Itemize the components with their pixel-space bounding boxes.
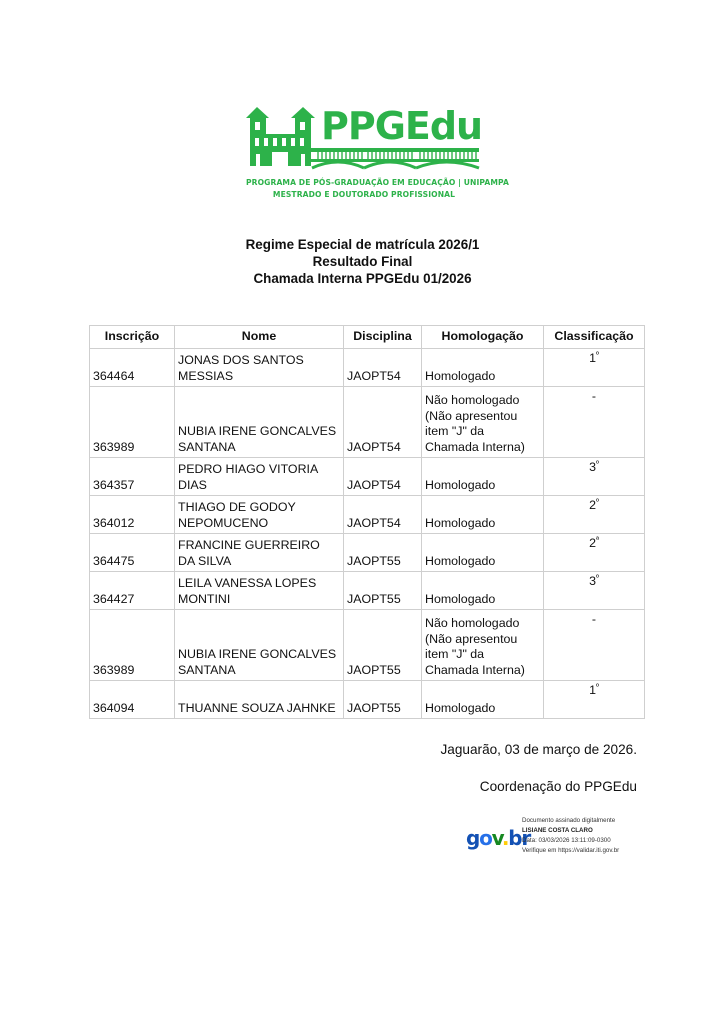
cell-classificacao: $1^º$ (544, 681, 645, 719)
cell-homologacao: Não homologado (Não apresentou item "J" da Chamada Interna) (422, 610, 544, 681)
cell-disciplina: JAOPT54 (344, 458, 422, 496)
cell-inscricao: 364357 (90, 458, 175, 496)
cell-homologacao: Não homologado (Não apresentou item "J" da Chamada Interna) (422, 387, 544, 458)
cell-inscricao: 364094 (90, 681, 175, 719)
cell-nome: NUBIA IRENE GONCALVES SANTANA (175, 387, 344, 458)
cell-nome: JONAS DOS SANTOS MESSIAS (175, 349, 344, 387)
title-line-1: Regime Especial de matrícula 2026/1 (245, 237, 480, 252)
cell-nome: THUANNE SOUZA JAHNKE (175, 681, 344, 719)
cell-disciplina: JAOPT55 (344, 681, 422, 719)
table-row (90, 496, 645, 534)
cell-homologacao: Homologado (422, 496, 544, 534)
digital-signature-stamp (466, 814, 646, 860)
cell-homologacao: Homologado (422, 458, 544, 496)
column-header-homologacao: Homologação (422, 326, 544, 349)
signature-line: Coordenação do PPGEdu (479, 779, 637, 794)
cell-classificacao: $2^ª$ (544, 534, 645, 572)
cell-nome: NUBIA IRENE GONCALVES SANTANA (175, 610, 344, 681)
cell-classificacao: $3^º$ (544, 458, 645, 496)
cell-disciplina: JAOPT55 (344, 610, 422, 681)
cell-inscricao: 364464 (90, 349, 175, 387)
signature-details (522, 816, 619, 856)
title-line-2: Resultado Final (312, 254, 413, 269)
cell-disciplina: JAOPT54 (344, 349, 422, 387)
cell-classificacao: $2^º$ (544, 496, 645, 534)
table-header-row (90, 326, 645, 349)
cell-classificacao: - (544, 387, 645, 458)
cell-disciplina: JAOPT54 (344, 387, 422, 458)
cell-classificacao: $1^º$ (544, 349, 645, 387)
results-table (89, 325, 645, 719)
table-row (90, 681, 645, 719)
cell-nome: PEDRO HIAGO VITORIA DIAS (175, 458, 344, 496)
cell-disciplina: JAOPT54 (344, 496, 422, 534)
cell-inscricao: 363989 (90, 610, 175, 681)
cell-homologacao: Homologado (422, 534, 544, 572)
column-header-inscricao: Inscrição (90, 326, 175, 349)
cell-homologacao: Homologado (422, 349, 544, 387)
logo-wordmark: PPGEdu (321, 104, 483, 148)
column-header-classificacao: Classificação (544, 326, 645, 349)
cell-inscricao: 364475 (90, 534, 175, 572)
table-row (90, 349, 645, 387)
signature-verify-link: Verifique em https://validar.iti.gov.br (522, 847, 620, 854)
table-row (90, 458, 645, 496)
cell-inscricao: 364427 (90, 572, 175, 610)
cell-homologacao: Homologado (422, 681, 544, 719)
cell-homologacao: Homologado (422, 572, 544, 610)
cell-classificacao: $3^º$ (544, 572, 645, 610)
date-line: Jaguarão, 03 de março de 2026. (440, 742, 637, 757)
cell-nome: LEILA VANESSA LOPES MONTINI (175, 572, 344, 610)
ppgedu-logo (246, 104, 509, 200)
title-line-3: Chamada Interna PPGEdu 01/2026 (253, 271, 472, 286)
table-row (90, 572, 645, 610)
signer-name: LISIANE COSTA CLARO (522, 827, 593, 834)
signature-date: Data: 03/03/2026 13:11:09-0300 (522, 837, 611, 844)
signature-caption: Documento assinado digitalmente (522, 817, 616, 824)
document-title-block (0, 236, 725, 287)
cell-inscricao: 363989 (90, 387, 175, 458)
logo-subtitle-degree: MESTRADO E DOUTORADO PROFISSIONAL (272, 190, 456, 199)
cell-classificacao: - (544, 610, 645, 681)
cell-nome: THIAGO DE GODOY NEPOMUCENO (175, 496, 344, 534)
table-row (90, 534, 645, 572)
table-row (90, 610, 645, 681)
column-header-disciplina: Disciplina (344, 326, 422, 349)
govbr-logo-icon: gov.br (466, 826, 531, 850)
logo-subtitle-program: PROGRAMA DE PÓS-GRADUAÇÃO EM EDUCAÇÃO | UNIPAMPA (246, 178, 509, 187)
column-header-nome: Nome (175, 326, 344, 349)
cell-disciplina: JAOPT55 (344, 572, 422, 610)
cell-inscricao: 364012 (90, 496, 175, 534)
cell-nome: FRANCINE GUERREIRO DA SILVA (175, 534, 344, 572)
cell-disciplina: JAOPT55 (344, 534, 422, 572)
table-row (90, 387, 645, 458)
